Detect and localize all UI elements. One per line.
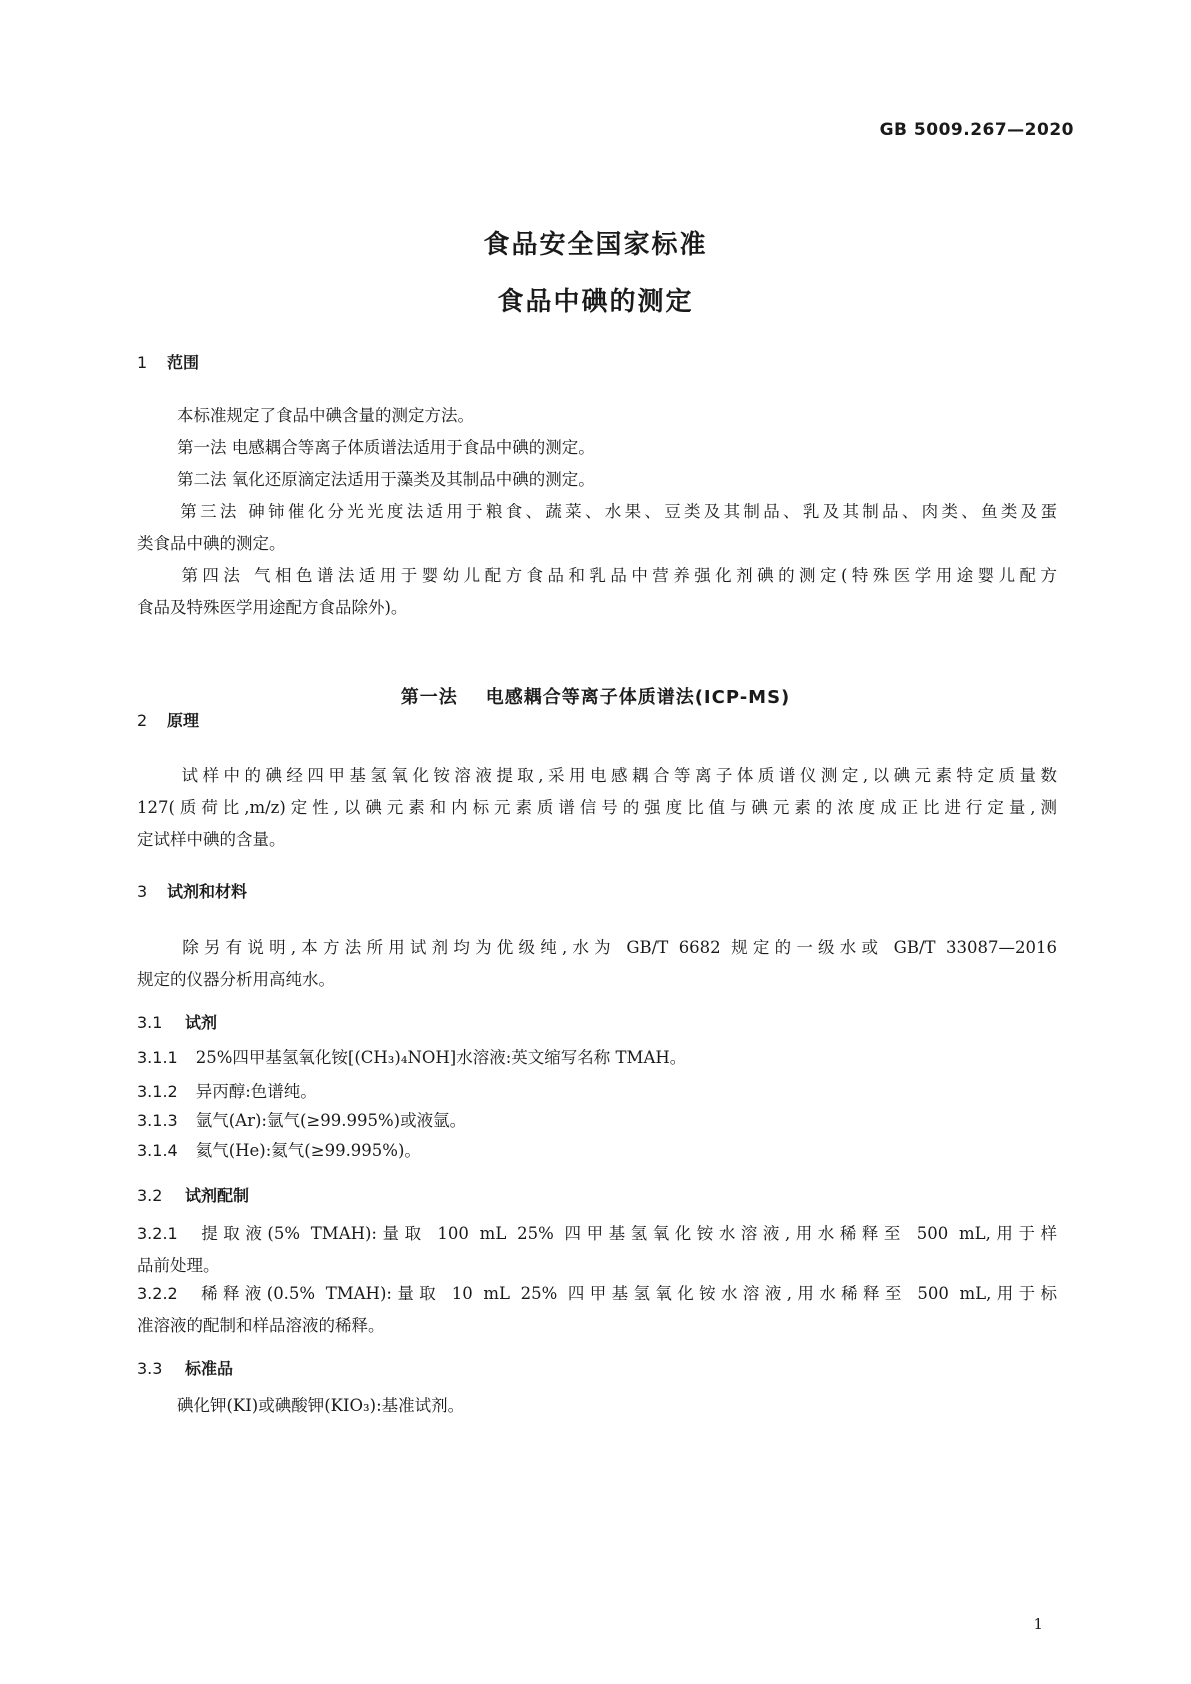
scope-method-4-line-1: 第四法 气相色谱法适用于婴幼儿配方食品和乳品中营养强化剂碘的测定(特殊医学用途婴儿配方 xyxy=(177,566,1057,585)
clause-number: 3.1.1 xyxy=(137,1048,178,1067)
clause-line-2: 品前处理。 xyxy=(137,1256,220,1275)
reagents-line-2: 规定的仪器分析用高纯水。 xyxy=(137,970,335,989)
subsection-3-3-heading xyxy=(137,1356,233,1379)
section-title: 试剂和材料 xyxy=(167,882,248,901)
section-number: 1 xyxy=(137,353,148,372)
clause-3-2-1 xyxy=(137,1218,1057,1282)
section-title: 范围 xyxy=(167,353,200,372)
document-title: 食品安全国家标准 xyxy=(483,230,708,260)
section-title: 原理 xyxy=(167,711,200,730)
clause-line-2: 准溶液的配制和样品溶液的稀释。 xyxy=(137,1316,385,1335)
clause-text: 异丙醇:色谱纯。 xyxy=(195,1082,317,1101)
scope-method-3-line-2: 类食品中碘的测定。 xyxy=(137,534,286,553)
clause-3-1-3 xyxy=(137,1105,1057,1137)
clause-text: 氦气(He):氦气(≥99.995%)。 xyxy=(195,1141,421,1160)
section-2-heading xyxy=(137,708,199,731)
clause-3-1-4 xyxy=(137,1135,1057,1167)
standard-number: GB 5009.267—2020 xyxy=(879,120,1074,140)
clause-line-1: 3.2.1 提取液(5% TMAH):量取 100 mL 25% 四甲基氢氧化铵水溶液,用水稀释至 500 mL,用于样 xyxy=(137,1224,1057,1243)
clause-3-2-2 xyxy=(137,1278,1057,1342)
section-1-body xyxy=(137,400,1057,624)
reagents-line-1: 除另有说明,本方法所用试剂均为优级纯,水为 GB/T 6682 规定的一级水或 GB/T 33087—2016 xyxy=(177,938,1057,957)
section-title: 试剂配制 xyxy=(185,1186,250,1205)
section-number: 3.2 xyxy=(137,1186,163,1205)
clause-number: 3.1.4 xyxy=(137,1141,178,1160)
method-1-heading xyxy=(0,683,1191,709)
document-subtitle: 食品中碘的测定 xyxy=(497,287,694,317)
clause-line-1: 3.2.2 稀释液(0.5% TMAH):量取 10 mL 25% 四甲基氢氧化铵水溶液,用水稀释至 500 mL,用于标 xyxy=(137,1284,1057,1303)
section-number: 3 xyxy=(137,882,148,901)
section-title: 试剂 xyxy=(185,1013,218,1032)
scope-method-4-line-2: 食品及特殊医学用途配方食品除外)。 xyxy=(137,598,408,617)
clause-number: 3.2.1 xyxy=(137,1224,178,1243)
clause-number: 3.2.2 xyxy=(137,1284,178,1303)
scope-paragraph: 本标准规定了食品中碘含量的测定方法。 xyxy=(177,406,474,425)
scope-method-1: 第一法 电感耦合等离子体质谱法适用于食品中碘的测定。 xyxy=(177,438,595,457)
scope-method-2: 第二法 氧化还原滴定法适用于藻类及其制品中碘的测定。 xyxy=(177,470,595,489)
section-1-heading xyxy=(137,350,199,373)
clause-text: 氩气(Ar):氩气(≥99.995%)或液氩。 xyxy=(195,1111,467,1130)
section-number: 3.1 xyxy=(137,1013,163,1032)
section-3-body xyxy=(137,932,1057,996)
clause-number: 3.1.3 xyxy=(137,1111,178,1130)
method-title: 电感耦合等离子体质谱法(ICP-MS) xyxy=(485,687,791,708)
section-3-heading xyxy=(137,879,247,902)
clause-3-1-2 xyxy=(137,1076,1057,1108)
standard-substance-line: 碘化钾(KI)或碘酸钾(KIO₃):基准试剂。 xyxy=(177,1396,465,1415)
section-number: 3.3 xyxy=(137,1359,163,1378)
subsection-3-3-body xyxy=(137,1390,1057,1422)
method-label: 第一法 xyxy=(400,687,458,708)
subsection-3-2-heading xyxy=(137,1183,249,1206)
scope-method-3-line-1: 第三法 砷铈催化分光光度法适用于粮食、蔬菜、水果、豆类及其制品、乳及其制品、肉类、鱼类及蛋 xyxy=(177,502,1057,521)
principle-line-2: 127(质荷比,m/z)定性,以碘元素和内标元素质谱信号的强度比值与碘元素的浓度成正比进行定量,测 xyxy=(137,798,1057,817)
clause-3-1-1 xyxy=(137,1042,1057,1074)
section-number: 2 xyxy=(137,711,148,730)
clause-number: 3.1.2 xyxy=(137,1082,178,1101)
section-title: 标准品 xyxy=(185,1359,234,1378)
subsection-3-1-heading xyxy=(137,1010,217,1033)
principle-line-1: 试样中的碘经四甲基氢氧化铵溶液提取,采用电感耦合等离子体质谱仪测定,以碘元素特定质量数 xyxy=(177,766,1057,785)
section-2-body xyxy=(137,760,1057,856)
page-number: 1 xyxy=(1033,1615,1043,1633)
principle-line-3: 定试样中碘的含量。 xyxy=(137,830,286,849)
clause-text: 25%四甲基氢氧化铵[(CH₃)₄NOH]水溶液:英文缩写名称 TMAH。 xyxy=(195,1048,687,1067)
